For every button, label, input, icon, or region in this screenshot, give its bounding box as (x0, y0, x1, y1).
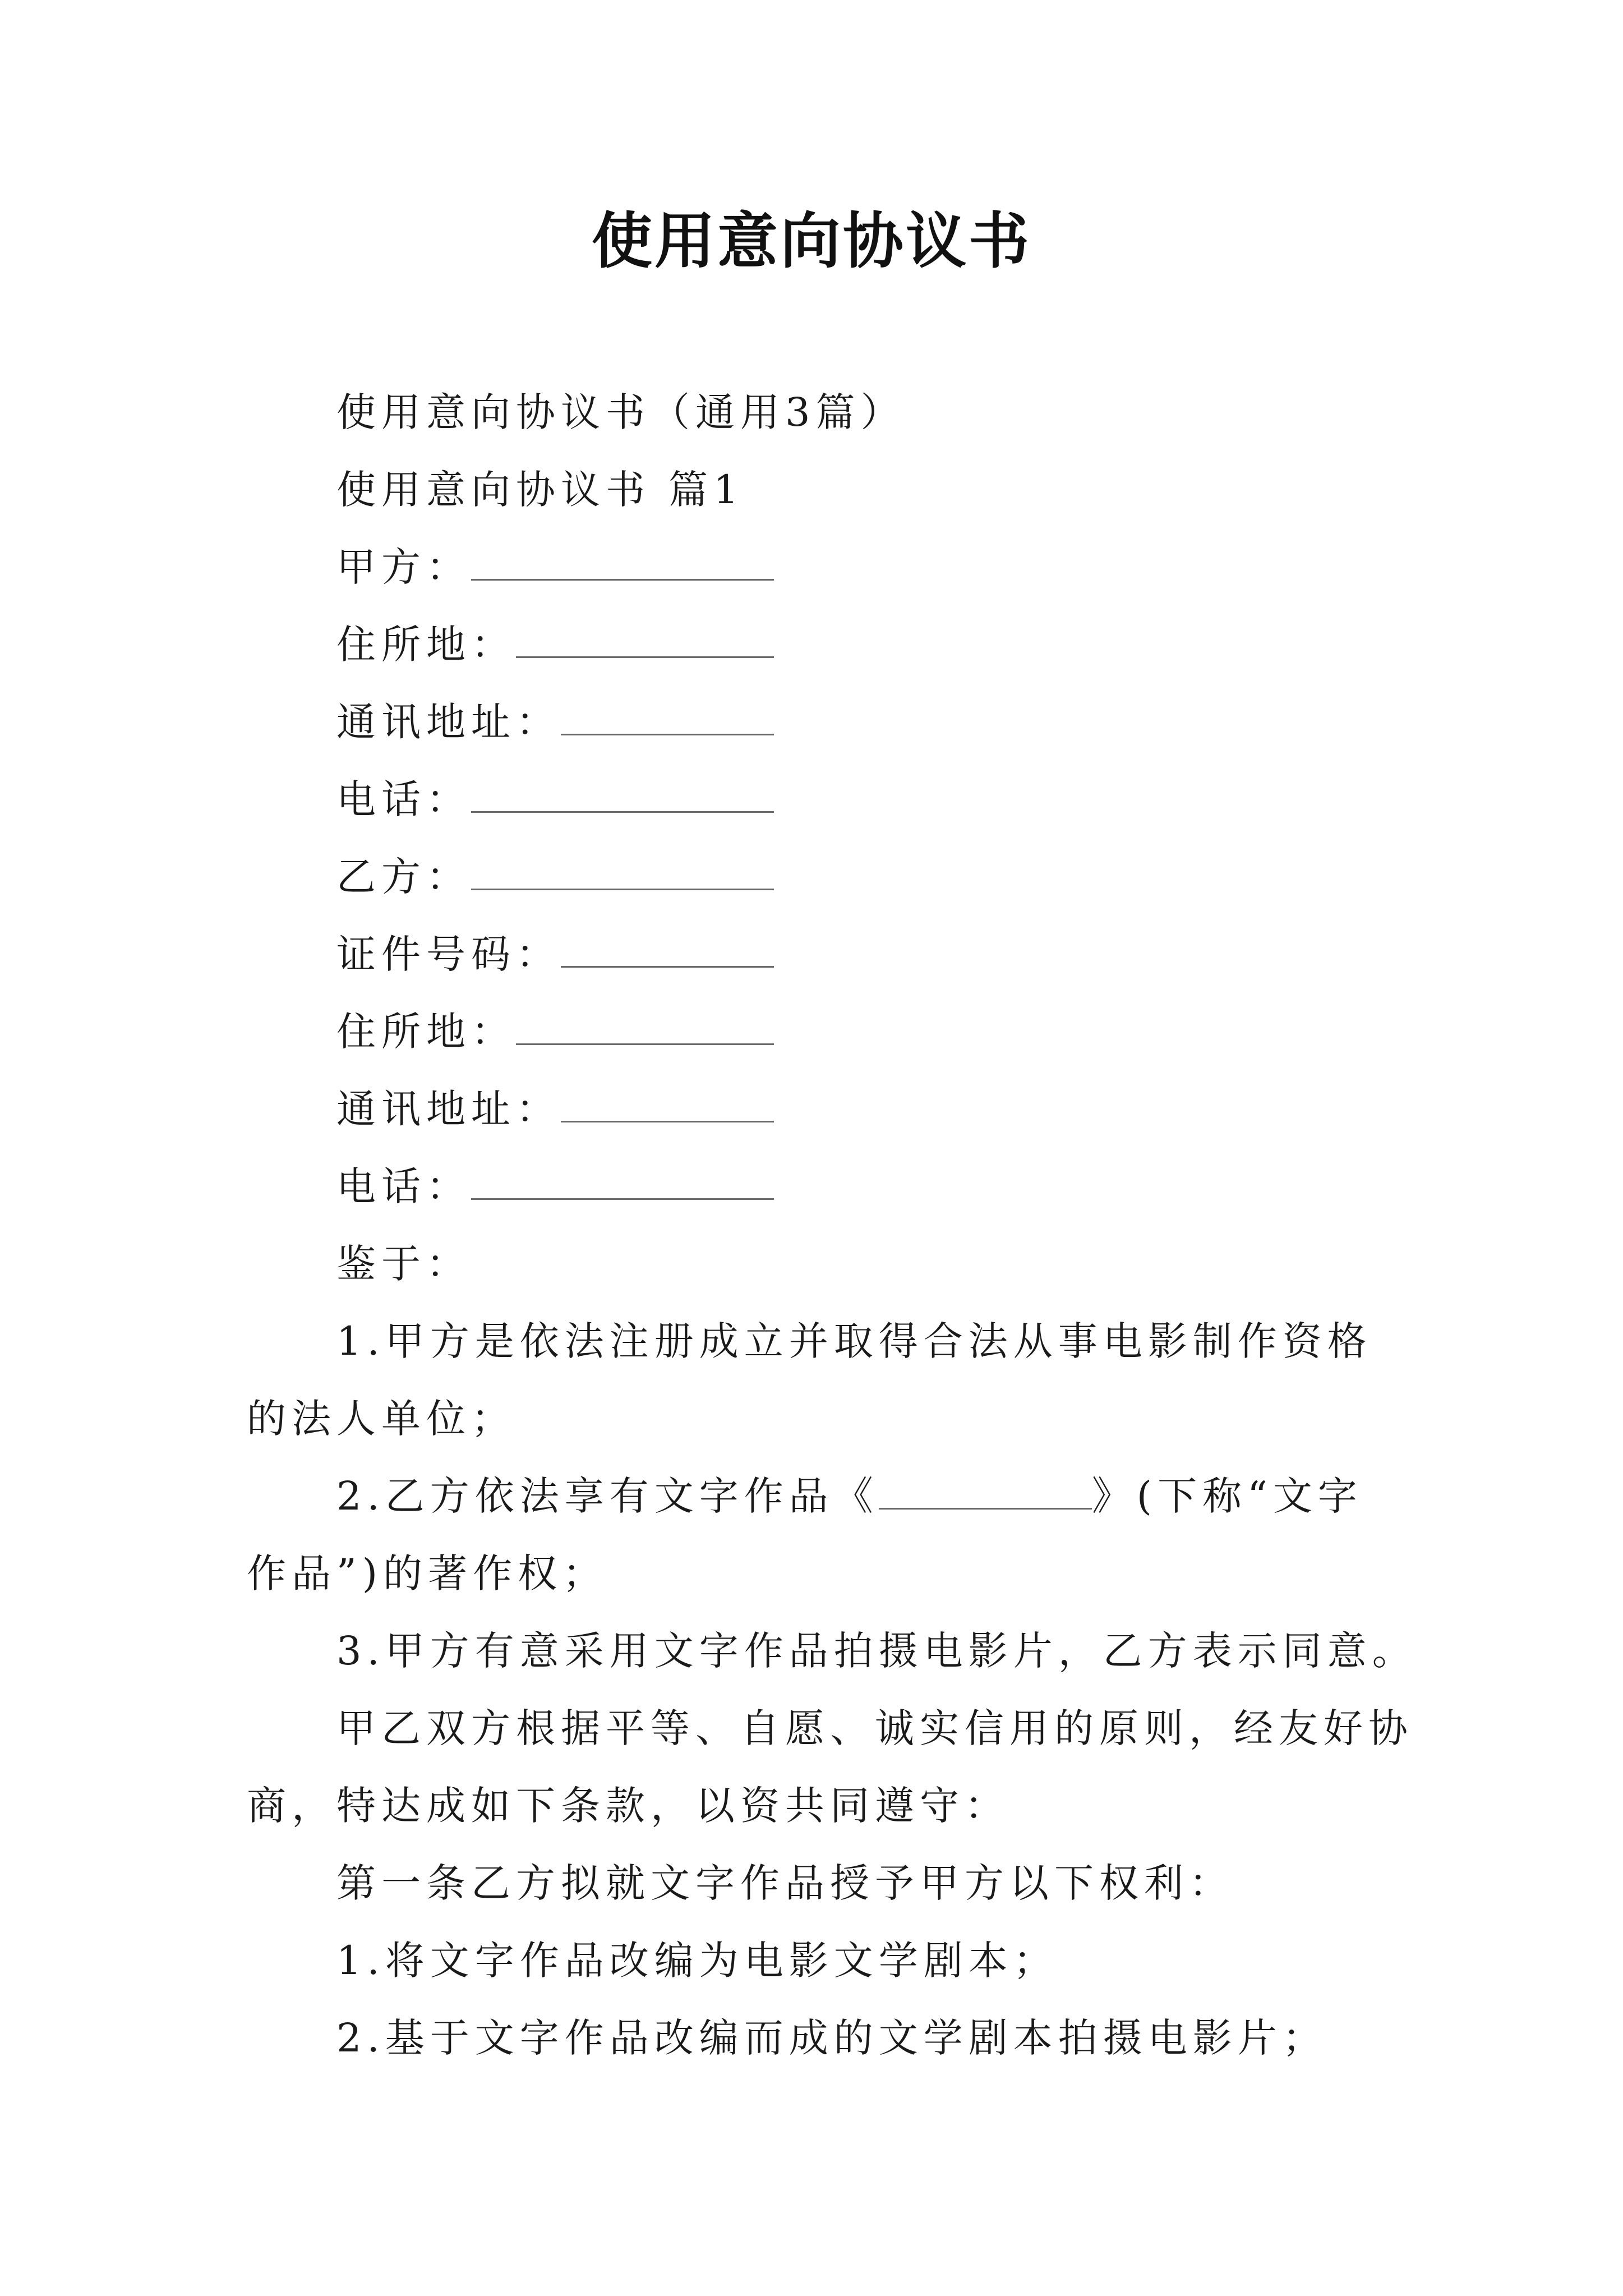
document-body (247, 374, 1417, 2077)
whereas-heading: 鉴于： (336, 1241, 471, 1287)
agreement-line-1: 甲乙双方根据平等、自愿、诚实信用的原则，经友好协 (336, 1705, 1413, 1751)
party-a-mail-blank (561, 706, 774, 735)
party-a-phone-blank (471, 783, 774, 813)
party-b-id-label: 证件号码： (336, 931, 561, 977)
party-b-mail-field (247, 1070, 1391, 1148)
party-b-mail-label: 通讯地址： (336, 1086, 561, 1132)
party-b-phone-field (247, 1148, 1391, 1225)
party-a-address-field (247, 606, 1391, 683)
section-heading: 使用意向协议书 篇1 (336, 467, 744, 513)
party-b-name-label: 乙方： (336, 854, 471, 900)
party-a-mail-field (247, 683, 1391, 761)
party-b-phone-blank (471, 1170, 774, 1200)
party-b-id-blank (561, 938, 774, 968)
subtitle: 使用意向协议书（通用3篇） (336, 389, 906, 435)
document-title: 使用意向协议书 (591, 206, 1031, 277)
party-a-address-label: 住所地： (336, 622, 516, 668)
party-a-phone-field (247, 761, 1391, 838)
party-b-address-label: 住所地： (336, 1009, 516, 1055)
recital-3: 3.甲方有意采用文字作品拍摄电影片，乙方表示同意。 (336, 1628, 1417, 1674)
recital-2-line-2: 作品”)的著作权； (247, 1550, 608, 1596)
party-a-address-blank (516, 628, 774, 658)
party-a-name-field (247, 528, 1391, 606)
party-a-name-blank (471, 551, 774, 581)
article-1-item-2: 2.基于文字作品改编而成的文学剧本拍摄电影片； (336, 2015, 1327, 2061)
party-b-phone-label: 电话： (336, 1163, 471, 1209)
recital-2-text-end: 》(下称“文字 (1091, 1473, 1363, 1519)
party-a-name-label: 甲方： (336, 544, 471, 590)
party-b-name-field (247, 838, 1391, 915)
party-b-address-blank (516, 1015, 774, 1045)
recital-2-line-1 (247, 1457, 1391, 1535)
work-title-blank (879, 1480, 1092, 1510)
party-a-mail-label: 通讯地址： (336, 699, 561, 745)
article-1-item-1: 1.将文字作品改编为电影文学剧本； (336, 1938, 1058, 1984)
recital-1-line-1: 1.甲方是依法注册成立并取得合法从事电影制作资格 (336, 1318, 1372, 1364)
recital-2-text-start: 2.乙方依法享有文字作品《 (336, 1473, 879, 1519)
article-1-heading: 第一条乙方拟就文字作品授予甲方以下权利： (336, 1860, 1234, 1906)
party-a-phone-label: 电话： (336, 776, 471, 822)
party-b-name-blank (471, 861, 774, 890)
party-b-address-field (247, 993, 1391, 1070)
party-b-mail-blank (561, 1093, 774, 1122)
party-b-id-field (247, 915, 1391, 993)
agreement-line-2: 商，特达成如下条款，以资共同遵守： (247, 1783, 1009, 1829)
recital-1-line-2: 的法人单位； (247, 1396, 516, 1442)
